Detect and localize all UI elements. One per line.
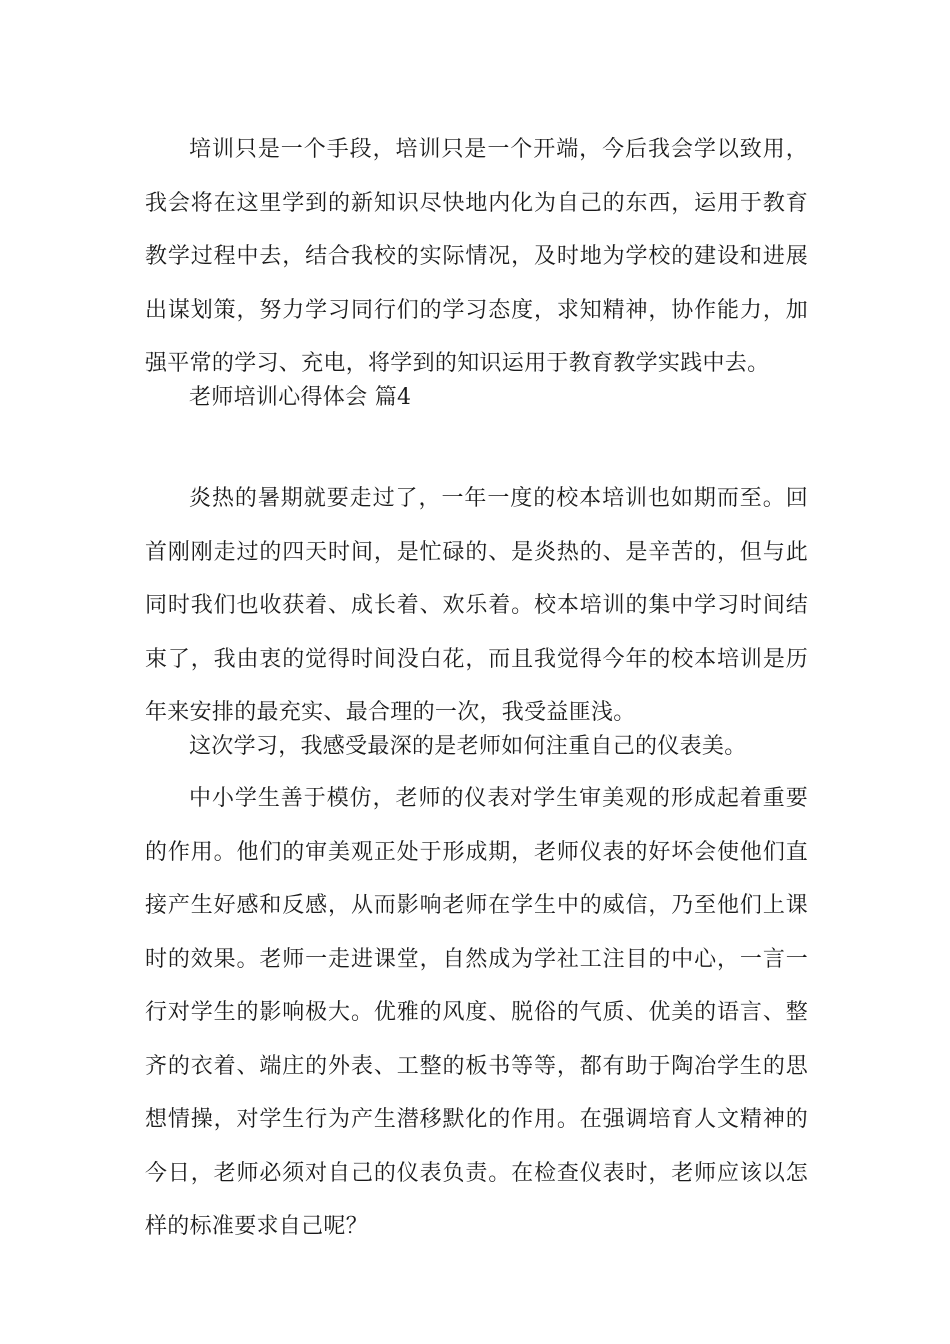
paragraph-summer-training: 炎热的暑期就要走过了，一年一度的校本培训也如期而至。回首刚刚走过的四天时间，是忙碌的、是炎热的、是辛苦的，但与此同时我们也收获着、成长着、欢乐着。校本培训的集中学习时间结束了，我由衷的觉得时间没白花，而且我觉得今年的校本培训是历年来安排的最充实、最合理的一次，我受益匪浅。 (145, 486, 808, 725)
section-heading: 老师培训心得体会 篇4 (189, 385, 412, 410)
paragraph-deepest-feeling: 这次学习，我感受最深的是老师如何注重自己的仪表美。 (189, 734, 747, 759)
paragraph-teacher-appearance: 中小学生善于模仿，老师的仪表对学生审美观的形成起着重要的作用。他们的审美观正处于形成期，老师仪表的好坏会使他们直接产生好感和反感，从而影响老师在学生中的威信，乃至他们上课时的效果。老师一走进课堂，自然成为学社工注目的中心，一言一行对学生的影响极大。优雅的风度、脱俗的气质、优美的语言、整齐的衣着、端庄的外表、工整的板书等等，都有助于陶冶学生的思想情操，对学生行为产生潜移默化的作用。在强调培育人文精神的今日，老师必须对自己的仪表负责。在检查仪表时，老师应该以怎样的标准要求自己呢？ (145, 786, 808, 1239)
paragraph-training-conclusion: 培训只是一个手段，培训只是一个开端，今后我会学以致用，我会将在这里学到的新知识尽快地内化为自己的东西，运用于教育教学过程中去，结合我校的实际情况，及时地为学校的建设和进展出谋划策，努力学习同行们的学习态度，求知精神，协作能力，加强平常的学习、充电，将学到的知识运用于教育教学实践中去。 (145, 137, 808, 376)
